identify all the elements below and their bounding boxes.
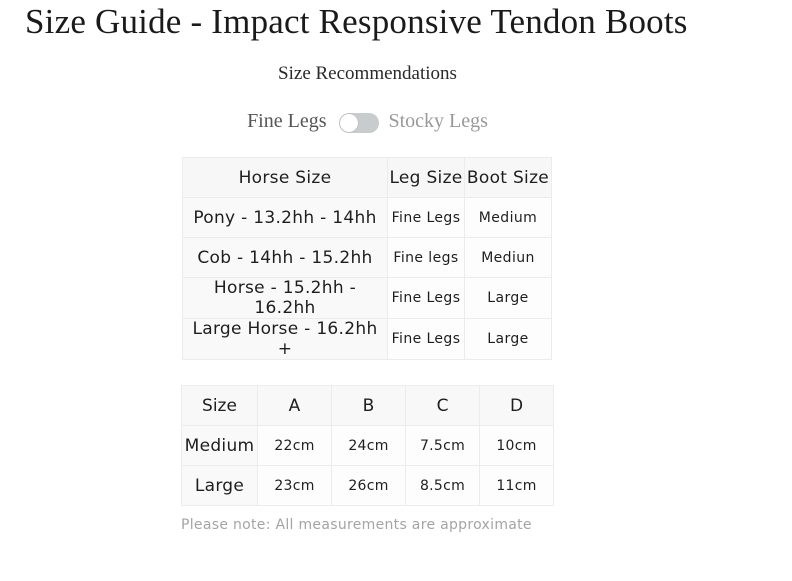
toggle-knob xyxy=(340,114,358,132)
horse-size-cell: Pony - 13.2hh - 14hh xyxy=(183,198,388,238)
header-d: D xyxy=(480,386,554,426)
table-row xyxy=(183,278,552,319)
leg-type-toggle[interactable] xyxy=(339,113,379,133)
leg-size-cell: Fine Legs xyxy=(388,278,465,319)
measurement-b-cell: 26cm xyxy=(332,466,406,506)
header-boot-size: Boot Size xyxy=(465,158,552,198)
measurement-a-cell: 22cm xyxy=(258,426,332,466)
horse-size-cell: Cob - 14hh - 15.2hh xyxy=(183,238,388,278)
header-a: A xyxy=(258,386,332,426)
boot-size-cell: Large xyxy=(465,319,552,360)
horse-size-cell: Large Horse - 16.2hh + xyxy=(183,319,388,360)
size-recommendations-heading: Size Recommendations xyxy=(278,63,457,84)
size-cell: Medium xyxy=(182,426,258,466)
table-row xyxy=(183,198,552,238)
leg-size-cell: Fine legs xyxy=(388,238,465,278)
size-cell: Large xyxy=(182,466,258,506)
table-row xyxy=(183,238,552,278)
boot-measurements-table xyxy=(181,385,554,506)
header-c: C xyxy=(406,386,480,426)
header-size: Size xyxy=(182,386,258,426)
leg-size-cell: Fine Legs xyxy=(388,319,465,360)
measurement-c-cell: 8.5cm xyxy=(406,466,480,506)
measurements-note: Please note: All measurements are approximate xyxy=(181,517,532,533)
measurement-a-cell: 23cm xyxy=(258,466,332,506)
boot-size-cell: Medium xyxy=(465,198,552,238)
header-b: B xyxy=(332,386,406,426)
leg-type-toggle-row xyxy=(0,106,735,136)
header-horse-size: Horse Size xyxy=(183,158,388,198)
measurement-b-cell: 24cm xyxy=(332,426,406,466)
table-row xyxy=(182,466,554,506)
header-leg-size: Leg Size xyxy=(388,158,465,198)
measurement-d-cell: 11cm xyxy=(480,466,554,506)
size-recommendations-table xyxy=(182,157,552,360)
table-header-row xyxy=(183,158,552,198)
measurement-d-cell: 10cm xyxy=(480,426,554,466)
table-row xyxy=(182,426,554,466)
horse-size-cell: Horse - 15.2hh - 16.2hh xyxy=(183,278,388,319)
fine-legs-label[interactable]: Fine Legs xyxy=(247,110,327,132)
boot-size-cell: Mediun xyxy=(465,238,552,278)
measurement-c-cell: 7.5cm xyxy=(406,426,480,466)
table-row xyxy=(183,319,552,360)
leg-size-cell: Fine Legs xyxy=(388,198,465,238)
stocky-legs-label[interactable]: Stocky Legs xyxy=(388,110,488,132)
page-title: Size Guide - Impact Responsive Tendon Boots xyxy=(25,2,688,41)
table-header-row xyxy=(182,386,554,426)
boot-size-cell: Large xyxy=(465,278,552,319)
